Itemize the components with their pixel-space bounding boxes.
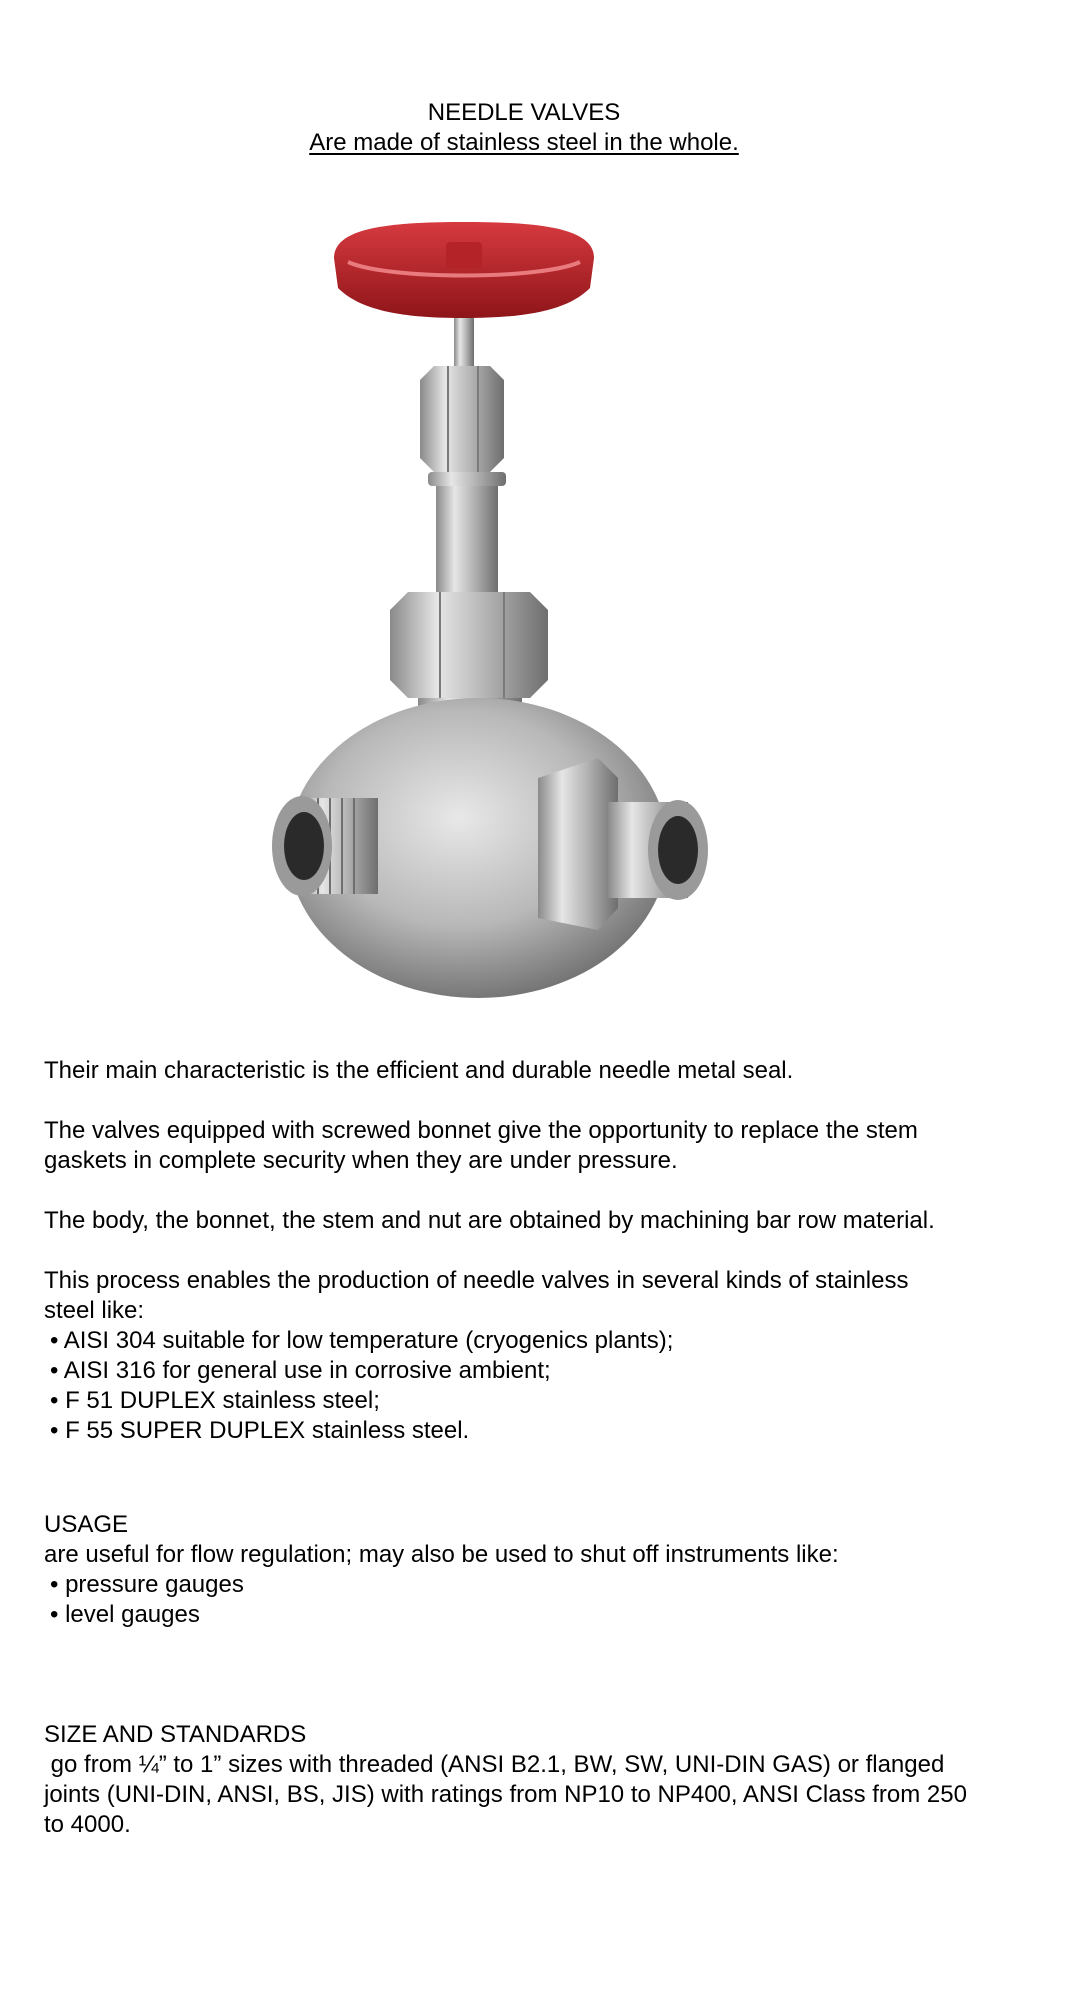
- needle-valve-photo: [268, 218, 728, 1008]
- desc-paragraph-3: The body, the bonnet, the stem and nut are obtained by machining bar row material.: [44, 1207, 935, 1234]
- bonnet-nut: [390, 592, 548, 698]
- size-text-line-1: go from ¼” to 1” sizes with threaded (ANSI B2.1, BW, SW, UNI-DIN GAS) or flanged: [44, 1751, 945, 1778]
- desc-paragraph-1: Their main characteristic is the efficient and durable needle metal seal.: [44, 1057, 794, 1084]
- desc-paragraph-4-line-1: This process enables the production of needle valves in several kinds of stainless: [44, 1267, 909, 1294]
- usage-text: are useful for flow regulation; may also be used to shut off instruments like:: [44, 1541, 839, 1568]
- bonnet-column: [436, 472, 498, 592]
- steel-list-item: • F 51 DUPLEX stainless steel;: [50, 1387, 380, 1414]
- packing-nut: [420, 366, 504, 472]
- left-port: [272, 796, 378, 896]
- page-header: [0, 98, 1048, 158]
- steel-list-item: • F 55 SUPER DUPLEX stainless steel.: [50, 1417, 470, 1444]
- desc-paragraph-4-line-2: steel like:: [44, 1297, 145, 1324]
- size-text-line-2: joints (UNI-DIN, ANSI, BS, JIS) with ratings from NP10 to NP400, ANSI Class from 250: [44, 1781, 967, 1808]
- usage-list-item: • level gauges: [50, 1601, 200, 1628]
- size-section: [44, 1720, 1054, 1840]
- size-heading: SIZE AND STANDARDS: [44, 1721, 307, 1748]
- description: [44, 1056, 1054, 1446]
- steel-list-item: • AISI 304 suitable for low temperature (cryogenics plants);: [50, 1327, 674, 1354]
- size-text-line-3: to 4000.: [44, 1811, 131, 1838]
- usage-list-item: • pressure gauges: [50, 1571, 244, 1598]
- page-subtitle: Are made of stainless steel in the whole.: [309, 129, 739, 156]
- stem: [454, 316, 474, 366]
- usage-heading: USAGE: [44, 1511, 129, 1538]
- desc-paragraph-2-line-1: The valves equipped with screwed bonnet give the opportunity to replace the stem: [44, 1117, 918, 1144]
- desc-paragraph-2-line-2: gaskets in complete security when they are under pressure.: [44, 1147, 678, 1174]
- steel-list-item: • AISI 316 for general use in corrosive ambient;: [50, 1357, 551, 1384]
- page-title: NEEDLE VALVES: [427, 99, 621, 126]
- usage-section: [44, 1510, 1054, 1630]
- handwheel: [334, 222, 594, 318]
